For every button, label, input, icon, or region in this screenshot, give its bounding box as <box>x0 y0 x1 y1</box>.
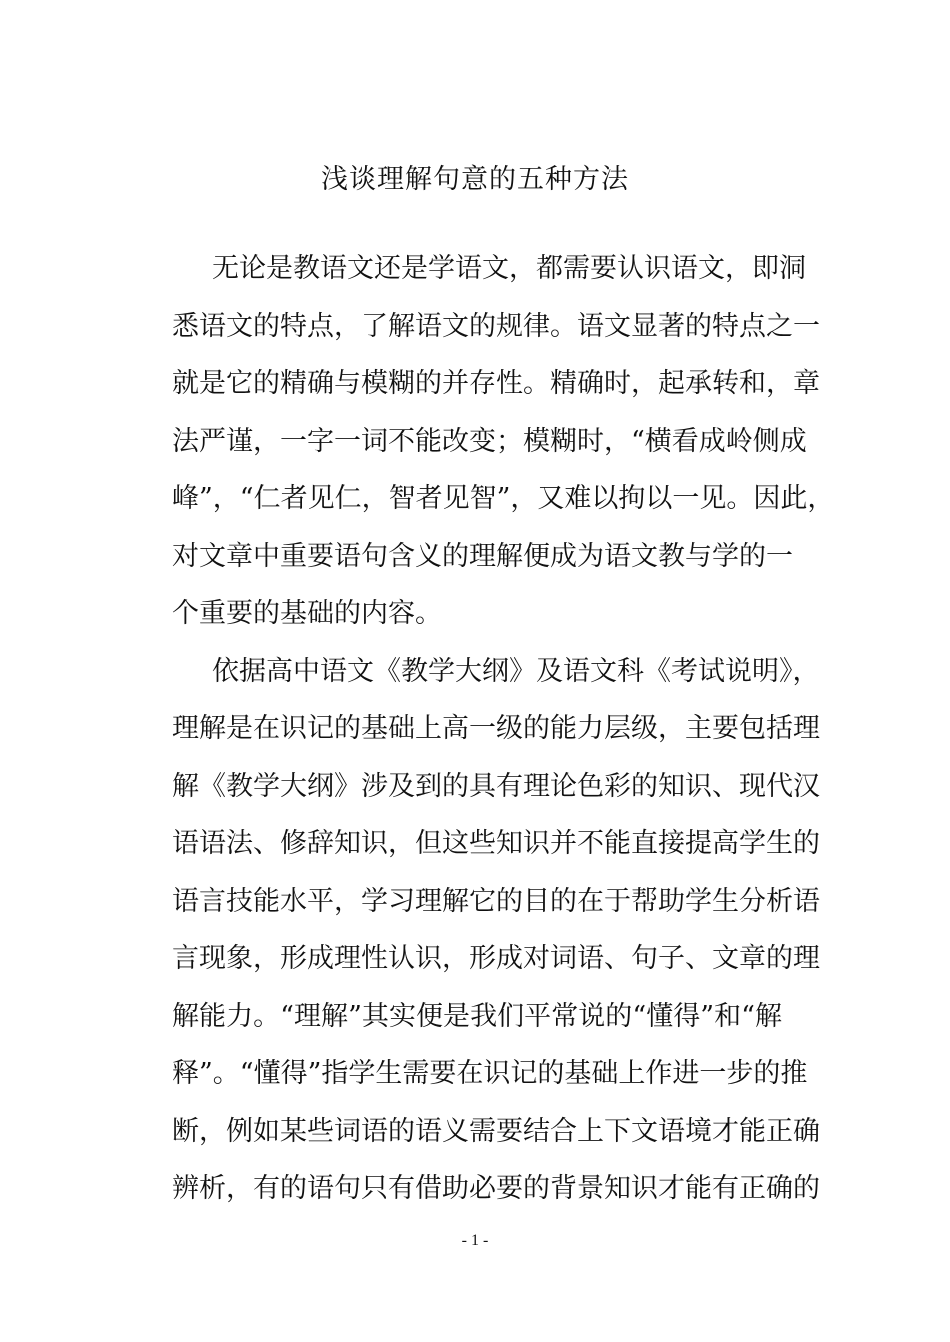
page-number: - 1 - <box>461 1232 489 1249</box>
text-line: 无论是教语文还是学语文，都需要认识语文，即洞 <box>212 253 806 284</box>
text-line: 辨析，有的语句只有借助必要的背景知识才能有正确的 <box>172 1173 820 1204</box>
text-line: 理解是在识记的基础上高一级的能力层级，主要包括理 <box>172 713 820 744</box>
text-line: 法严谨，一字一词不能改变；模糊时，“横看成岭侧成 <box>172 425 807 457</box>
text-line: 解《教学大纲》涉及到的具有理论色彩的知识、现代汉 <box>172 770 820 802</box>
text-line: 语语法、修辞知识，但这些知识并不能直接提高学生的 <box>172 828 820 859</box>
text-line: 个重要的基础的内容。 <box>172 598 442 629</box>
text-line: 对文章中重要语句含义的理解便成为语文教与学的一 <box>172 540 793 572</box>
text-line: 依据高中语文《教学大纲》及语文科《考试说明》， <box>212 655 820 687</box>
text-line: 言现象，形成理性认识，形成对词语、句子、文章的理 <box>172 943 820 974</box>
body-text <box>172 240 835 1218</box>
text-line: 悉语文的特点，了解语文的规律。语文显著的特点之一 <box>172 310 820 342</box>
text-line: 语言技能水平，学习理解它的目的在于帮助学生分析语 <box>172 885 820 917</box>
text-line: 断，例如某些词语的语义需要结合上下文语境才能正确 <box>172 1115 820 1147</box>
text-line: 解能力。“理解”其实便是我们平常说的“懂得”和“解 <box>172 1000 782 1032</box>
document-title: 浅谈理解句意的五种方法 <box>321 164 629 195</box>
text-line: 释”。“懂得”指学生需要在识记的基础上作进一步的推 <box>172 1058 808 1089</box>
text-line: 峰”，“仁者见仁，智者见智”，又难以拘以一见。因此， <box>172 483 835 514</box>
text-line: 就是它的精确与模糊的并存性。精确时，起承转和，章 <box>172 368 820 399</box>
